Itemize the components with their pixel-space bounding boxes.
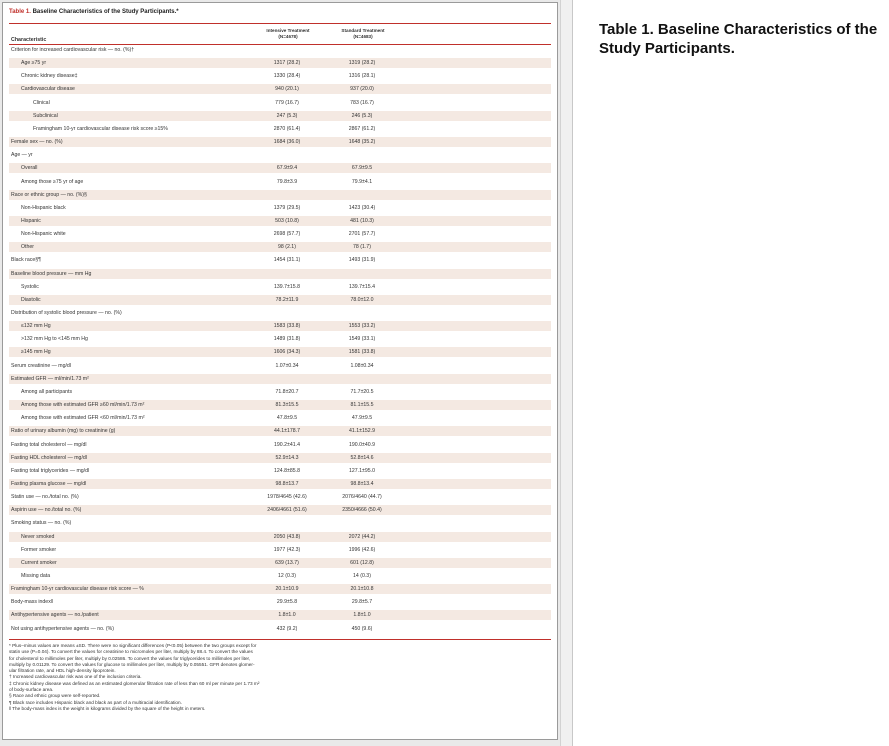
row-label: Former smoker	[21, 546, 57, 553]
footnote-line: of body-surface area.	[9, 687, 54, 693]
table-row	[9, 334, 551, 344]
cell-intensive: 1606 (34.3)	[273, 349, 301, 356]
table-title	[9, 9, 551, 21]
cell-intensive: 940 (20.1)	[275, 86, 299, 93]
table-row	[9, 374, 551, 384]
cell-standard: 1493 (31.9)	[348, 257, 376, 264]
table-row	[9, 584, 551, 594]
row-label: Fasting total triglycerides — mg/dl	[11, 467, 90, 474]
table-row	[9, 518, 551, 528]
table-row	[9, 150, 551, 160]
row-label: Framingham 10-yr cardiovascular disease risk score ≥15%	[33, 125, 168, 132]
cell-standard: 1553 (33.2)	[348, 323, 376, 330]
cell-standard: 1581 (33.8)	[348, 349, 376, 356]
cell-standard: 937 (20.0)	[350, 86, 374, 93]
row-label: Missing data	[21, 573, 51, 579]
cell-standard: 52.8±14.6	[350, 454, 374, 461]
cell-intensive: 12 (0.3)	[278, 573, 296, 579]
cell-standard: 601 (12.8)	[350, 559, 374, 566]
cell-standard: 79.9±4.1	[351, 178, 373, 185]
cell-intensive: 779 (16.7)	[275, 99, 299, 106]
vertical-scrollbar[interactable]	[560, 0, 572, 746]
table-row	[9, 98, 551, 108]
footnote-line: ‡ Chronic kidney disease was defined as an estimated glomerular filtration rate of less than 60 ml per minute per 1.73 m²	[9, 680, 260, 686]
cell-intensive: 639 (13.7)	[275, 559, 299, 566]
footnote-line: ular filtration rate, and HDL high-density lipoprotein.	[9, 668, 116, 674]
table-row	[9, 466, 551, 476]
row-label: Black race§¶	[11, 257, 41, 264]
cell-standard: 190.0±40.9	[349, 441, 375, 448]
cell-intensive: 78.2±11.9	[275, 296, 299, 303]
cell-intensive: 98 (2.1)	[278, 244, 296, 251]
cell-intensive: 1977 (42.3)	[273, 546, 301, 553]
row-label: Fasting plasma glucose — mg/dl	[11, 480, 87, 487]
row-label: Baseline blood pressure — mm Hg	[11, 270, 92, 277]
table-row	[9, 321, 551, 331]
cell-standard: 481 (10.3)	[350, 217, 374, 224]
cell-standard: 1549 (33.1)	[348, 336, 376, 343]
table-row	[9, 624, 551, 634]
row-label: Non-Hispanic white	[21, 231, 66, 238]
table-row	[9, 440, 551, 450]
column-header-intensive-label: Intensive Treatment	[266, 28, 310, 33]
row-label: Estimated GFR — ml/min/1.73 m²	[11, 375, 89, 382]
cell-intensive: 124.8±85.8	[274, 467, 300, 474]
cell-standard: 246 (5.3)	[351, 112, 373, 119]
cell-intensive: 1317 (28.2)	[273, 60, 301, 67]
table-row	[9, 58, 551, 68]
cell-intensive: 2406/4661 (51.6)	[267, 507, 307, 514]
table-row	[9, 45, 551, 55]
row-label: Criterion for increased cardiovascular risk — no. (%)†	[11, 47, 135, 53]
cell-intensive: 1978/4645 (42.6)	[267, 494, 307, 501]
cell-standard: 1996 (42.6)	[348, 546, 376, 553]
cell-standard: 1319 (28.2)	[348, 60, 376, 67]
table-row	[9, 505, 551, 515]
cell-intensive: 2050 (43.8)	[273, 533, 301, 540]
row-label: Among all participants	[21, 388, 73, 395]
cell-intensive: 247 (5.3)	[276, 112, 298, 119]
cell-standard: 81.1±15.5	[350, 402, 374, 409]
row-label: Smoking status — no. (%)	[11, 520, 72, 527]
table-row	[9, 137, 551, 147]
row-label: >132 mm Hg to <145 mm Hg	[21, 336, 88, 343]
cell-standard: 1423 (30.4)	[348, 204, 376, 211]
row-label: Hispanic	[21, 217, 41, 224]
cell-intensive: 503 (10.8)	[275, 217, 299, 224]
table-row	[9, 347, 551, 357]
row-label: Female sex — no. (%)	[11, 139, 63, 146]
table-row	[9, 203, 551, 213]
table-row	[9, 610, 551, 620]
cell-intensive: 81.3±15.5	[275, 402, 299, 409]
table-row	[9, 242, 551, 252]
row-label: Current smoker	[21, 559, 57, 566]
row-label: Age — yr	[11, 152, 33, 159]
row-label: Fasting HDL cholesterol — mg/dl	[11, 454, 87, 461]
cell-standard: 783 (16.7)	[350, 99, 374, 106]
table-row	[9, 295, 551, 305]
row-label: Ratio of urinary albumin (mg) to creatinine (g)	[11, 428, 116, 435]
cell-intensive: 2698 (57.7)	[273, 231, 301, 238]
cell-standard: 450 (9.6)	[351, 625, 373, 632]
cell-standard: 41.1±152.9	[349, 428, 375, 435]
row-label: Distribution of systolic blood pressure — no. (%)	[11, 310, 122, 316]
row-label: Cardiovascular disease	[21, 86, 75, 93]
cell-intensive: 29.9±5.8	[276, 599, 298, 606]
row-label: Diastolic	[21, 296, 41, 303]
footnote-line: ‖ The body-mass index is the weight in kilograms divided by the square of the height in meters.	[9, 705, 206, 711]
row-label: Among those with estimated GFR <60 ml/min/1.73 m²	[21, 415, 145, 422]
cell-standard: 1.8±1.0	[353, 612, 371, 619]
table-row	[9, 545, 551, 555]
table-row	[9, 177, 551, 187]
cell-intensive: 1379 (29.5)	[273, 204, 301, 211]
table-row	[9, 453, 551, 463]
cell-standard: 78.0±12.0	[350, 296, 374, 303]
cell-intensive: 190.2±41.4	[274, 441, 300, 448]
row-label: Never smoked	[21, 533, 55, 540]
row-label: Not using antihypertensive agents — no. (%)	[11, 625, 114, 632]
cell-standard: 2701 (57.7)	[348, 231, 376, 238]
row-label: Fasting total cholesterol — mg/dl	[11, 441, 87, 448]
cell-intensive: 47.8±9.5	[276, 415, 298, 422]
table-row	[9, 479, 551, 489]
table-caption: Baseline Characteristics of the Study Participants.*	[32, 9, 179, 15]
cell-intensive: 1330 (28.4)	[273, 73, 301, 80]
column-header-intensive	[253, 28, 323, 40]
cell-intensive: 98.8±13.7	[275, 480, 299, 487]
cell-standard: 2350/4666 (50.4)	[342, 507, 382, 514]
row-label: Body-mass index‖	[11, 599, 53, 606]
row-label: Age ≥75 yr	[21, 60, 47, 67]
cell-intensive: 1.07±0.34	[275, 362, 299, 369]
row-label: Among those with estimated GFR ≥60 ml/min/1.73 m²	[21, 402, 145, 409]
footnote-line: § Race and ethnic group were self-reported.	[9, 693, 101, 699]
row-label: Clinical	[33, 99, 50, 106]
column-header-standard-label: Standard Treatment	[341, 28, 385, 33]
cell-intensive: 1.8±1.0	[278, 612, 296, 619]
cell-standard: 2076/4640 (44.7)	[342, 494, 382, 501]
table-row	[9, 571, 551, 581]
row-label: ≥145 mm Hg	[21, 349, 51, 356]
row-label: Subclinical	[33, 112, 58, 119]
column-header-standard	[328, 28, 398, 40]
table-row	[9, 84, 551, 94]
cell-intensive: 20.1±10.9	[275, 586, 299, 593]
cell-intensive: 44.1±178.7	[274, 428, 300, 435]
footnotes	[9, 643, 554, 712]
footnote-line: † Increased cardiovascular risk was one of the inclusion criteria.	[9, 674, 142, 680]
column-header-standard-n: (N=4683)	[353, 34, 373, 39]
table-row	[9, 124, 551, 134]
table-row	[9, 190, 551, 200]
cell-standard: 2072 (44.2)	[348, 533, 376, 540]
row-label: Non-Hispanic black	[21, 204, 66, 211]
cell-intensive: 67.9±9.4	[276, 165, 298, 172]
table-row	[9, 269, 551, 279]
table-row	[9, 255, 551, 265]
table-row	[9, 163, 551, 173]
row-label: Among those ≥75 yr of age	[21, 178, 84, 185]
cell-standard: 2867 (61.2)	[348, 125, 376, 132]
table-row	[9, 426, 551, 436]
row-label: Framingham 10-yr cardiovascular disease risk score — %	[11, 586, 144, 593]
cell-intensive: 1454 (31.1)	[273, 257, 301, 264]
table-row	[9, 216, 551, 226]
cell-standard: 71.7±20.5	[350, 388, 374, 395]
cell-standard: 1648 (35.2)	[348, 139, 376, 146]
header-rule-top	[9, 23, 551, 24]
row-label: Aspirin use — no./total no. (%)	[11, 507, 82, 514]
table-row	[9, 308, 551, 318]
table-page	[2, 2, 558, 740]
footnote-line: ¶ Black race includes Hispanic black and black as part of a multiracial identification.	[9, 699, 182, 705]
footnote-line: statin use (P=0.04). To convert the values for creatinine to micromoles per liter, multiply by 88.4. To convert the values	[9, 649, 253, 655]
row-label: Serum creatinine — mg/dl	[11, 362, 71, 369]
column-header-intensive-n: (N=4678)	[278, 34, 298, 39]
table-row	[9, 492, 551, 502]
cell-standard: 20.1±10.8	[350, 586, 374, 593]
cell-intensive: 432 (9.2)	[276, 625, 298, 632]
table-row	[9, 400, 551, 410]
row-label: Chronic kidney disease‡	[21, 73, 78, 80]
cell-intensive: 1583 (33.8)	[273, 323, 301, 330]
table-row	[9, 71, 551, 81]
page-heading: Table 1. Baseline Characteristics of the Study Participants.	[599, 21, 878, 57]
table-rule-bottom	[9, 639, 551, 640]
row-label: Statin use — no./total no. (%)	[11, 494, 79, 501]
cell-intensive: 52.9±14.3	[275, 454, 299, 461]
footnote-line: multiply by 0.01129. To convert the values for glucose to millimoles per liter, multiply by 0.05551. GFR denotes glomer-	[9, 661, 255, 667]
cell-standard: 67.9±9.5	[351, 165, 373, 172]
table-label: Table 1.	[9, 9, 31, 15]
table-row	[9, 361, 551, 371]
cell-intensive: 79.8±3.9	[276, 178, 298, 185]
cell-intensive: 1489 (31.8)	[273, 336, 301, 343]
table-row	[9, 532, 551, 542]
footnote-line: for cholesterol to millimoles per liter, multiply by 0.02586. To convert the values for triglycerides to millimoles per liter,	[9, 655, 251, 661]
cell-intensive: 139.7±15.8	[274, 283, 300, 290]
footnote-line: * Plus–minus values are means ±SD. There were no significant differences (P<0.05) between the two groups except for	[9, 643, 257, 648]
table-row	[9, 229, 551, 239]
cell-intensive: 1684 (36.0)	[273, 139, 301, 146]
row-label: Race or ethnic group — no. (%)§	[11, 191, 87, 198]
row-label: Systolic	[21, 283, 39, 290]
table-row	[9, 111, 551, 121]
cell-standard: 127.1±95.0	[349, 467, 375, 474]
cell-standard: 98.8±13.4	[350, 480, 374, 487]
row-label: Antihypertensive agents — no./patient	[11, 612, 99, 619]
row-label: Other	[21, 244, 34, 251]
cell-standard: 47.9±9.5	[351, 415, 373, 422]
cell-standard: 1.08±0.34	[350, 362, 374, 369]
table-row	[9, 558, 551, 568]
table-row	[9, 597, 551, 607]
cell-standard: 29.8±5.7	[351, 599, 373, 606]
cell-standard: 14 (0.3)	[353, 573, 371, 579]
table-row	[9, 387, 551, 397]
table-row	[9, 282, 551, 292]
row-label: Overall	[21, 165, 38, 172]
cell-standard: 78 (1.7)	[353, 244, 371, 251]
cell-standard: 139.7±15.4	[349, 283, 375, 290]
column-header-characteristic: Characteristic	[11, 37, 47, 43]
cell-intensive: 71.8±20.7	[275, 388, 299, 395]
table-row	[9, 413, 551, 423]
row-label: ≤132 mm Hg	[21, 323, 51, 330]
cell-standard: 1316 (28.1)	[348, 73, 376, 80]
cell-intensive: 2870 (61.4)	[273, 125, 301, 132]
